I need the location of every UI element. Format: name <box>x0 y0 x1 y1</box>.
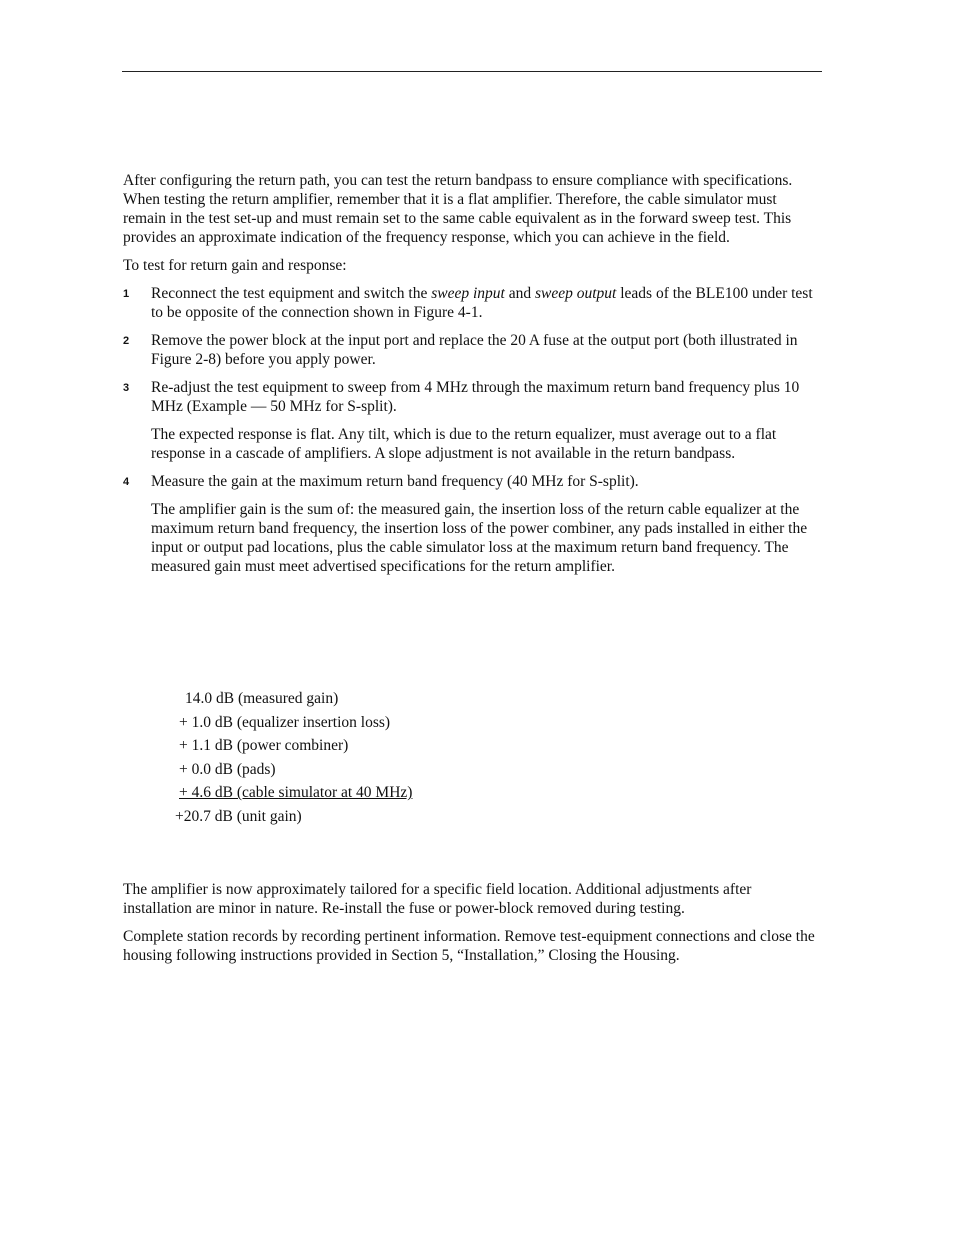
step-number: 1 <box>123 288 130 300</box>
step-text: Re-adjust the test equipment to sweep from 4 MHz through the maximum return band frequency plus 10 MHz (Example — 50 MHz for S-split). <box>151 379 800 415</box>
step-2 <box>123 331 823 369</box>
calc-row: + 1.0 dB (equalizer insertion loss) <box>179 713 391 731</box>
step-emphasis: sweep output <box>534 285 617 302</box>
step-number: 3 <box>123 382 130 394</box>
calc-row-text: + 4.6 dB (cable simulator at 40 MHz) <box>179 784 413 802</box>
step-text: leads of the BLE100 under test to be opposite of the connection shown in Figure 4-1. <box>151 285 813 321</box>
procedure-lead: To test for return gain and response: <box>123 257 347 274</box>
header-rule <box>122 71 822 72</box>
calc-row: 14.0 dB (measured gain) <box>185 690 339 707</box>
step-4 <box>123 472 823 491</box>
calc-total: +20.7 dB (unit gain) <box>175 807 302 825</box>
step-1 <box>123 284 823 322</box>
closing-section <box>123 880 823 974</box>
step-text: and <box>504 285 535 302</box>
gain-calculation <box>170 689 412 831</box>
calc-row: + 1.1 dB (power combiner) <box>179 737 349 755</box>
step-number: 4 <box>123 476 130 488</box>
closing-paragraph: Complete station records by recording pertinent information. Remove test-equipment connections and close the housing following instructions provided in Section 5, “Installation,” Closing the Housing. <box>123 928 815 964</box>
calc-row: + 0.0 dB (pads) <box>179 760 276 778</box>
step-text: Remove the power block at the input port and replace the 20 A fuse at the output port (both illustrated in Figure 2-8) before you apply power. <box>151 332 798 368</box>
closing-paragraph: The amplifier is now approximately tailored for a specific field location. Additional adjustments after installation are minor in nature. Re-install the fuse or power-block removed during testing. <box>123 881 752 917</box>
calc-row-underlined <box>170 783 412 807</box>
step-3-note: The expected response is flat. Any tilt, which is due to the return equalizer, must average out to a flat response in a cascade of amplifiers. A slope adjustment is not available in the return bandpass. <box>151 426 777 462</box>
intro-paragraph: After configuring the return path, you can test the return bandpass to ensure compliance with specifications. When testing the return amplifier, remember that it is a flat amplifier. Therefore, the cable simulator must remain in the test set-up and must remain set to the same cable equivalent as in the forward sweep test. This provides an approximate indication of the frequency response, which you can achieve in the field. <box>123 172 793 246</box>
step-text: Reconnect the test equipment and switch the <box>151 285 432 302</box>
step-emphasis: sweep input <box>431 285 505 302</box>
step-number: 2 <box>123 335 130 347</box>
step-4-note: The amplifier gain is the sum of: the measured gain, the insertion loss of the return cable equalizer at the maximum return band frequency, the insertion loss of the power combiner, any pads installed in either the input or output pad locations, plus the cable simulator loss at the maximum return band frequency. The measured gain must meet advertised specifications for the return amplifier. <box>151 501 808 575</box>
main-content <box>123 171 823 576</box>
step-text: Measure the gain at the maximum return band frequency (40 MHz for S-split). <box>151 473 639 490</box>
step-3 <box>123 378 823 416</box>
